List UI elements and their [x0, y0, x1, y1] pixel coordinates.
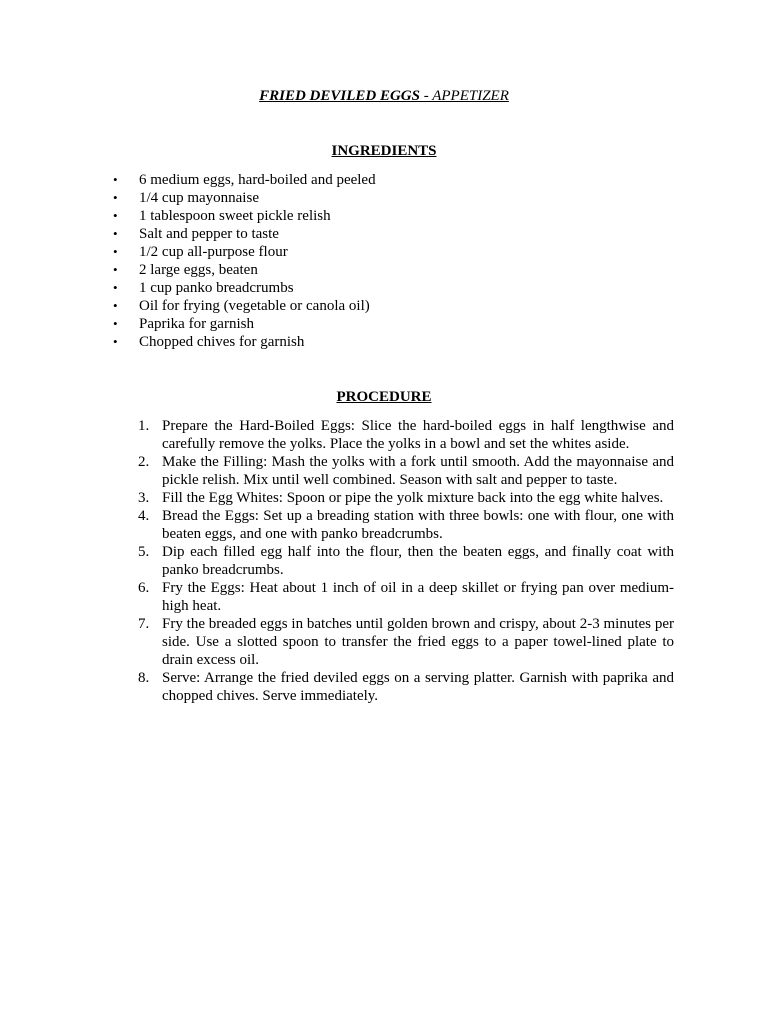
ingredient-text: 1 cup panko breadcrumbs — [139, 280, 294, 296]
bullet-icon: • — [113, 316, 118, 331]
document-title — [0, 87, 768, 105]
bullet-icon: • — [113, 208, 118, 223]
bullet-icon: • — [113, 298, 118, 313]
step-number: 5. — [138, 544, 150, 560]
bullet-icon: • — [113, 262, 118, 277]
step-text: Fill the Egg Whites: Spoon or pipe the yolk mixture back into the egg white halves. — [162, 490, 664, 506]
procedure-step — [138, 507, 674, 543]
procedure-step — [138, 453, 674, 489]
bullet-icon: • — [113, 244, 118, 259]
ingredient-item — [0, 243, 768, 261]
step-text: Serve: Arrange the fried deviled eggs on a serving platter. Garnish with paprika and chopped chives. Serve immediately. — [162, 670, 674, 704]
procedure-step — [138, 489, 674, 507]
ingredient-text: 2 large eggs, beaten — [139, 262, 258, 278]
ingredient-text: Chopped chives for garnish — [139, 334, 305, 350]
ingredient-item — [0, 261, 768, 279]
step-number: 1. — [138, 418, 150, 434]
step-number: 4. — [138, 508, 150, 524]
bullet-icon: • — [113, 172, 118, 187]
bullet-icon: • — [113, 226, 118, 241]
ingredient-item — [0, 171, 768, 189]
bullet-icon: • — [113, 280, 118, 295]
ingredient-item — [0, 333, 768, 351]
step-number: 6. — [138, 580, 150, 596]
step-text: Dip each filled egg half into the flour, then the beaten eggs, and finally coat with panko breadcrumbs. — [162, 544, 674, 578]
title-suffix: - APPETIZER — [420, 88, 509, 104]
ingredient-item — [0, 297, 768, 315]
ingredient-text: Oil for frying (vegetable or canola oil) — [139, 298, 370, 314]
step-text: Fry the breaded eggs in batches until golden brown and crispy, about 2-3 minutes per side. Use a slotted spoon to transfer the fried eggs to a paper towel-lined plate to drain excess oil. — [162, 616, 674, 668]
step-text: Make the Filling: Mash the yolks with a fork until smooth. Add the mayonnaise and pickle relish. Mix until well combined. Season with salt and pepper to taste. — [162, 454, 674, 488]
step-number: 7. — [138, 616, 150, 632]
ingredients-list — [0, 171, 768, 351]
ingredient-text: 1/2 cup all-purpose flour — [139, 244, 288, 260]
procedure-step — [138, 669, 674, 705]
procedure-heading: PROCEDURE — [336, 389, 432, 405]
ingredient-text: 1 tablespoon sweet pickle relish — [139, 208, 331, 224]
ingredient-text: Paprika for garnish — [139, 316, 254, 332]
ingredient-text: 1/4 cup mayonnaise — [139, 190, 259, 206]
ingredient-item — [0, 315, 768, 333]
procedure-step — [138, 579, 674, 615]
bullet-icon: • — [113, 190, 118, 205]
ingredient-text: 6 medium eggs, hard-boiled and peeled — [139, 172, 376, 188]
step-number: 3. — [138, 490, 150, 506]
step-text: Fry the Eggs: Heat about 1 inch of oil in a deep skillet or frying pan over medium-high heat. — [162, 580, 674, 614]
ingredient-item — [0, 279, 768, 297]
ingredient-text: Salt and pepper to taste — [139, 226, 279, 242]
ingredient-item — [0, 225, 768, 243]
step-number: 2. — [138, 454, 150, 470]
ingredient-item — [0, 207, 768, 225]
title-main: FRIED DEVILED EGGS — [259, 88, 420, 104]
step-text: Prepare the Hard-Boiled Eggs: Slice the hard-boiled eggs in half lengthwise and carefully remove the yolks. Place the yolks in a bowl and set the whites aside. — [162, 418, 674, 452]
procedure-step — [138, 543, 674, 579]
step-text: Bread the Eggs: Set up a breading station with three bowls: one with flour, one with beaten eggs, and one with panko breadcrumbs. — [162, 508, 674, 542]
step-number: 8. — [138, 670, 150, 686]
procedure-step — [138, 417, 674, 453]
ingredients-heading: INGREDIENTS — [331, 143, 437, 159]
procedure-step — [138, 615, 674, 669]
ingredient-item — [0, 189, 768, 207]
bullet-icon: • — [113, 334, 118, 349]
procedure-list — [0, 417, 768, 705]
